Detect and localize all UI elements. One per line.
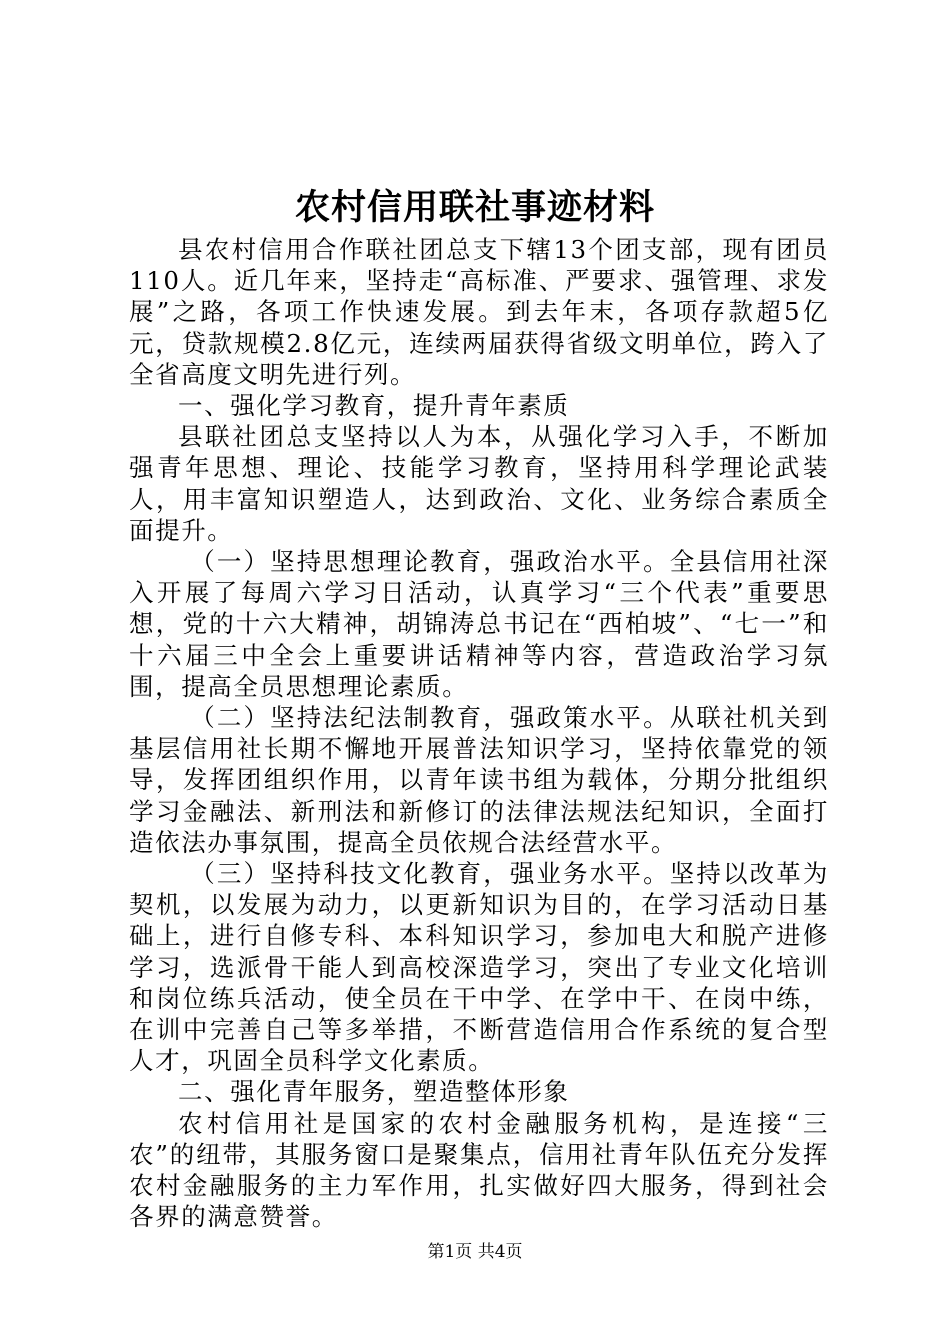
section-2-paragraph: 农村信用社是国家的农村金融服务机构，是连接“三农”的纽带，其服务窗口是聚集点，信用社青年队伍充分发挥农村金融服务的主力军作用，扎实做好四大服务，得到社会各界的满意赞誉。	[129, 1108, 829, 1232]
section-heading-1: 一、强化学习教育，提升青年素质	[178, 391, 570, 421]
document-body	[129, 234, 829, 1233]
section-heading-2: 二、强化青年服务，塑造整体形象	[178, 1077, 570, 1107]
document-title: 农村信用联社事迹材料	[294, 187, 655, 228]
page-footer: 第1页 共4页	[427, 1242, 523, 1262]
subsection-3-paragraph: （三）坚持科技文化教育，强业务水平。坚持以改革为契机，以发展为动力，以更新知识为目的，在学习活动日基础上，进行自修专科、本科知识学习，参加电大和脱产进修学习，选派骨干能人到高校深造学习，突出了专业文化培训和岗位练兵活动，使全员在干中学、在学中干、在岗中练，在训中完善自己等多举措，不断营造信用合作系统的复合型人才，巩固全员科学文化素质。	[129, 859, 829, 1076]
subsection-1-paragraph: （一）坚持思想理论教育，强政治水平。全县信用社深入开展了每周六学习日活动，认真学习“三个代表”重要思想，党的十六大精神，胡锦涛总书记在“西柏坡”、“七一”和十六届三中全会上重要讲话精神等内容，营造政治学习氛围，提高全员思想理论素质。	[129, 547, 829, 701]
subsection-2-paragraph: （二）坚持法纪法制教育，强政策水平。从联社机关到基层信用社长期不懈地开展普法知识学习，坚持依靠党的领导，发挥团组织作用，以青年读书组为载体，分期分批组织学习金融法、新刑法和新修订的法律法规法纪知识，全面打造依法办事氛围，提高全员依规合法经营水平。	[129, 703, 829, 857]
intro-paragraph: 县农村信用合作联社团总支下辖13个团支部，现有团员110人。近几年来，坚持走“高标准、严要求、强管理、求发展”之路，各项工作快速发展。到去年末，各项存款超5亿元，贷款规模2.8亿元，连续两届获得省级文明单位，跨入了全省高度文明先进行列。	[129, 235, 829, 389]
section-1-paragraph: 县联社团总支坚持以人为本，从强化学习入手，不断加强青年思想、理论、技能学习教育，坚持用科学理论武装人，用丰富知识塑造人，达到政治、文化、业务综合素质全面提升。	[129, 422, 829, 545]
